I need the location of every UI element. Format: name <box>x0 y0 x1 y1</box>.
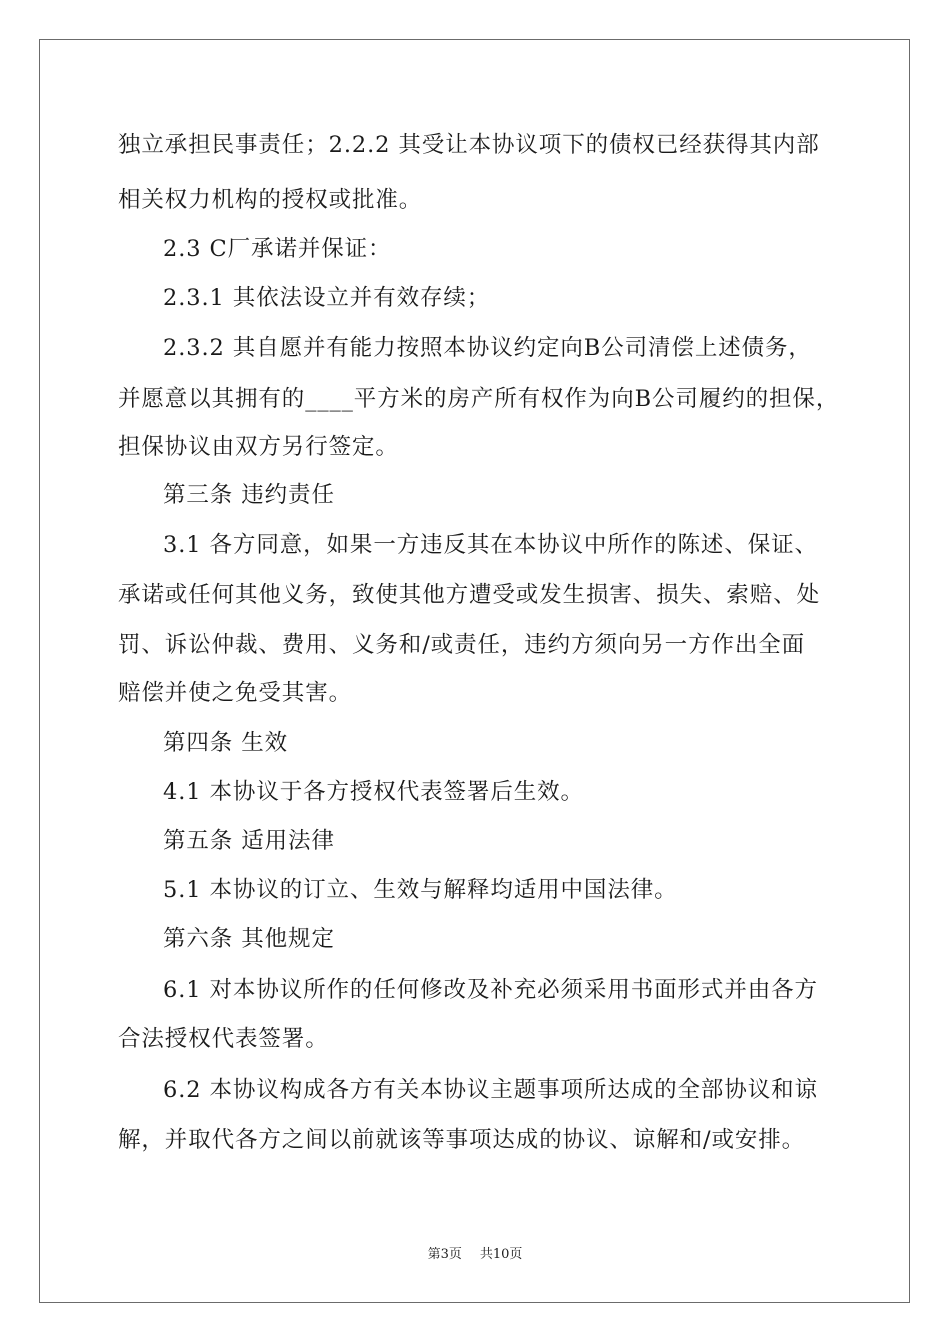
text-line: 合法授权代表签署。 <box>118 1026 329 1052</box>
text-line: 相关权力机构的授权或批准。 <box>118 187 423 213</box>
text-line: 解，并取代各方之间以前就该等事项达成的协议、谅解和/或安排。 <box>118 1127 806 1153</box>
text-line: 4.1 本协议于各方授权代表签署后生效。 <box>163 779 584 805</box>
text-line: 并愿意以其拥有的____平方米的房产所有权作为向B公司履约的担保， <box>118 386 840 412</box>
text-line: 5.1 本协议的订立、生效与解释均适用中国法律。 <box>163 877 678 903</box>
text-line: 赔偿并使之免受其害。 <box>118 680 353 706</box>
text-line: 6.1 对本协议所作的任何修改及补充必须采用书面形式并由各方 <box>163 977 818 1003</box>
article-heading: 第四条 生效 <box>163 730 289 756</box>
clause-heading: 2.3 C厂承诺并保证： <box>163 236 392 262</box>
page-number: 第3页 <box>427 1247 462 1262</box>
text-line: 2.3.2 其自愿并有能力按照本协议约定向B公司清偿上述债务， <box>163 335 812 361</box>
text-line: 2.3.1 其依法设立并有效存续； <box>163 285 491 311</box>
text-line: 独立承担民事责任；2.2.2 其受让本协议项下的债权已经获得其内部 <box>118 132 820 158</box>
article-heading: 第五条 适用法律 <box>163 828 335 854</box>
total-pages: 共10页 <box>479 1247 523 1262</box>
text-line: 承诺或任何其他义务，致使其他方遭受或发生损害、损失、索赔、处 <box>118 582 821 608</box>
text-line: 3.1 各方同意，如果一方违反其在本协议中所作的陈述、保证、 <box>163 532 818 558</box>
article-heading: 第三条 违约责任 <box>163 482 335 508</box>
page-border <box>39 39 910 1303</box>
text-line: 罚、诉讼仲裁、费用、义务和/或责任，违约方须向另一方作出全面 <box>118 632 806 658</box>
text-line: 6.2 本协议构成各方有关本协议主题事项所达成的全部协议和谅 <box>163 1077 818 1103</box>
article-heading: 第六条 其他规定 <box>163 926 335 952</box>
page-footer <box>0 1246 950 1264</box>
text-line: 担保协议由双方另行签定。 <box>118 434 399 460</box>
